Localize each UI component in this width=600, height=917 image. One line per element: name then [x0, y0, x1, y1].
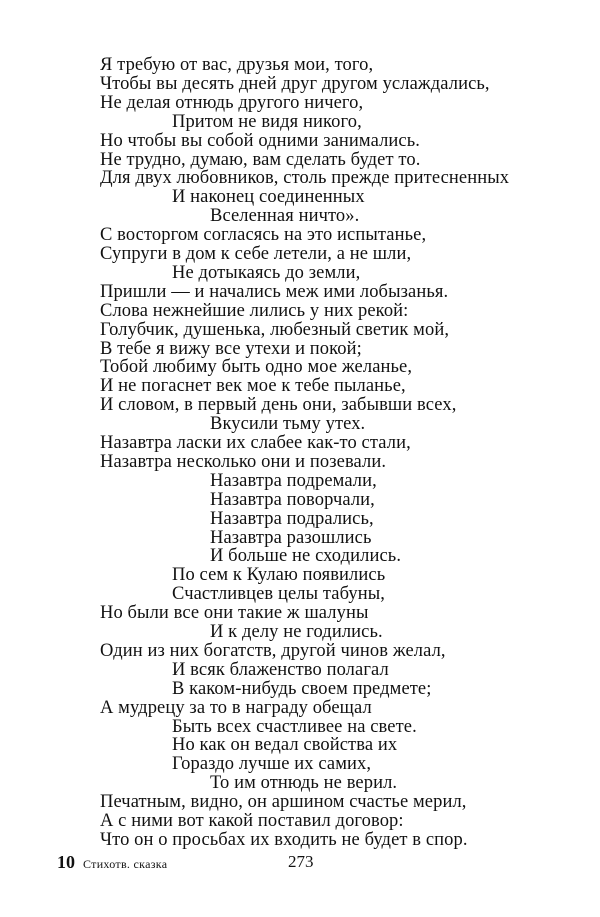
poem-line: Тобой любиму быть одно мое желанье, [100, 357, 413, 378]
page-number: 273 [288, 852, 314, 871]
poem-line: Голубчик, душенька, любезный светик мой, [100, 319, 450, 340]
poem-line: Но были все они такие ж шалуны [100, 603, 369, 624]
poem-line: И больше не сходились. [210, 546, 402, 567]
poem-line: Я требую от вас, друзья мои, того, [100, 55, 374, 75]
poem-line: Один из них богатств, другой чинов желал, [100, 640, 446, 661]
poem-line: А мудрецу за то в награду обещал [100, 697, 372, 718]
signature-text: Стихотв. сказка [83, 857, 168, 871]
printer-signature [57, 852, 167, 873]
poem-line: Быть всех счастливее на свете. [172, 716, 417, 737]
poem-line: А с ними вот какой поставил договор: [100, 811, 404, 831]
poem-line: В тебе я вижу все утехи и покой; [100, 338, 362, 359]
poem-line: Назавтра ласки их слабее как-то стали, [100, 433, 411, 453]
poem-line: С восторгом согласясь на это испытанье, [100, 225, 427, 246]
poem-line: То им отнюдь не верил. [210, 773, 398, 794]
poem-line: Пришли — и начались меж ими лобызанья. [100, 281, 449, 302]
page-footer [0, 852, 600, 876]
poem-line: Назавтра разошлись [210, 527, 372, 548]
poem-line: Не дотыкаясь до земли, [172, 262, 361, 283]
signature-number: 10 [57, 852, 75, 872]
poem-line: И не погаснет век мое к тебе пыланье, [100, 376, 406, 397]
poem-line: Не трудно, думаю, вам сделать будет то. [100, 149, 421, 170]
poem-line: Назавтра несколько они и позевали. [100, 451, 387, 472]
poem-line: Гораздо лучше их самих, [172, 754, 372, 775]
poem-line: Вкусили тьму утех. [210, 414, 366, 435]
poem-line: И всяк блаженство полагал [172, 659, 389, 680]
poem-line: Но как он ведал свойства их [172, 735, 398, 756]
poem-line: И словом, в первый день они, забывши всех, [100, 395, 457, 416]
poem-line: Супруги в дом к себе летели, а не шли, [100, 244, 412, 264]
poem-line: Не делая отнюдь другого ничего, [100, 92, 364, 113]
poem-line: В каком-нибудь своем предмете; [172, 678, 432, 699]
poem-line: По сем к Кулаю появились [172, 565, 386, 586]
poem-line: Для двух любовников, столь прежде притесненных [100, 168, 510, 189]
poem-line: И наконец соединенных [172, 187, 365, 208]
poem-line: Но чтобы вы собой одними занимались. [100, 130, 420, 151]
poem-line: Слова нежнейшие лились у них рекой: [100, 300, 409, 321]
poem-line: Вселенная ничто». [210, 206, 360, 227]
poem-line: И к делу не годились. [210, 622, 383, 642]
poem-line: Назавтра подрались, [210, 508, 374, 529]
poem-line: Назавтра поворчали, [210, 489, 375, 510]
poem-line: Назавтра подремали, [210, 470, 377, 491]
poem-line: Печатным, видно, он аршином счастье мерил, [100, 792, 467, 813]
poem-line: Счастливцев целы табуны, [172, 584, 386, 605]
poem-line: Притом не видя никого, [172, 111, 362, 132]
poem-line: Чтобы вы десять дней друг другом услаждались, [100, 73, 490, 94]
poem-line: Что он о просьбах их входить не будет в спор. [100, 829, 468, 850]
